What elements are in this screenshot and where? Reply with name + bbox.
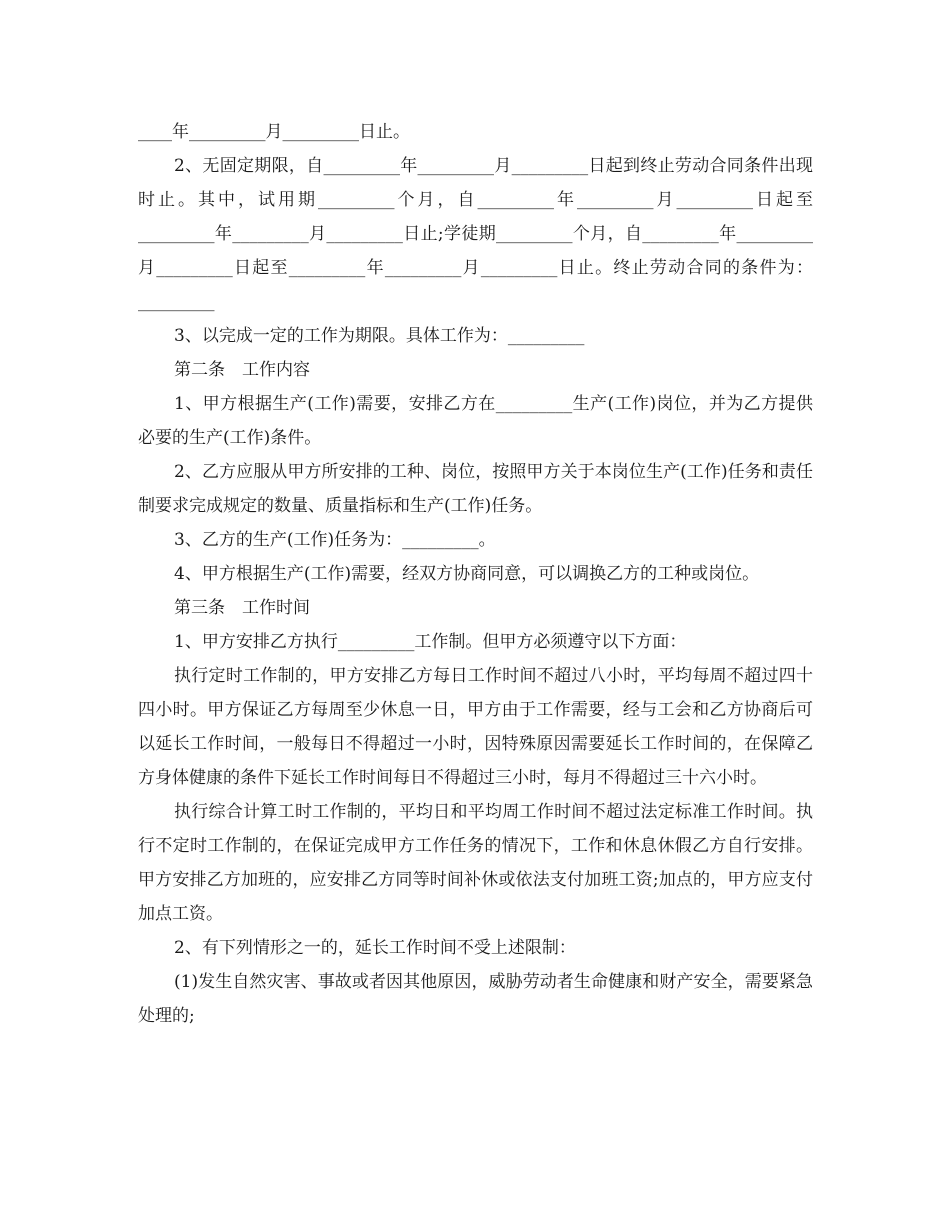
paragraph-standard-hours: 执行定时工作制的，甲方安排乙方每日工作时间不超过八小时，平均每周不超过四十四小时。甲方保证乙方每周至少休息一日，甲方由于工作需要，经与工会和乙方协商后可以延长工作时间，一般每日不得超过一小时，因特殊原因需要延长工作时间的，在保障乙方身体健康的条件下延长工作时间每日不得超过三小时，每月不得超过三十六小时。 bbox=[138, 666, 813, 788]
paragraph-work-hours-2: 2、有下列情形之一的，延长工作时间不受上述限制： bbox=[174, 938, 576, 958]
section-heading-work-content: 第二条 工作内容 bbox=[174, 360, 310, 380]
paragraph-work-hours-1: 1、甲方安排乙方执行_________工作制。但甲方必须遵守以下方面： bbox=[174, 632, 687, 652]
paragraph-indefinite-term: 2、无固定期限，自_________年_________月_________日起到终止劳动合同条件出现时止。其中，试用期_________个月，自_________年_________月_________日起至_________年_________月_________日止;学徒期_________个月，自_________年_________月_________日起至_________年_________月_________日止。终止劳动合同的条件为：_________ bbox=[138, 156, 813, 312]
paragraph-comprehensive-hours: 执行综合计算工时工作制的，平均日和平均周工作时间不超过法定标准工作时间。执行不定时工作制的，在保证完成甲方工作任务的情况下，工作和休息休假乙方自行安排。甲方安排乙方加班的，应安排乙方同等时间补休或依法支付加班工资;加点的，甲方应支付加点工资。 bbox=[138, 802, 813, 924]
paragraph-term-end-date: ____年_________月_________日止。 bbox=[138, 122, 410, 142]
paragraph-exception-1: (1)发生自然灾害、事故或者因其他原因，威胁劳动者生命健康和财产安全，需要紧急处理的; bbox=[138, 972, 813, 1026]
paragraph-work-content-4: 4、甲方根据生产(工作)需要，经双方协商同意，可以调换乙方的工种或岗位。 bbox=[174, 564, 760, 584]
paragraph-task-based-term: 3、以完成一定的工作为期限。具体工作为：_________ bbox=[174, 326, 585, 346]
document-body bbox=[138, 115, 813, 1033]
paragraph-work-content-1: 1、甲方根据生产(工作)需要，安排乙方在_________生产(工作)岗位，并为乙方提供必要的生产(工作)条件。 bbox=[138, 394, 813, 448]
section-heading-work-hours: 第三条 工作时间 bbox=[174, 598, 310, 618]
paragraph-work-content-2: 2、乙方应服从甲方所安排的工种、岗位，按照甲方关于本岗位生产(工作)任务和责任制要求完成规定的数量、质量指标和生产(工作)任务。 bbox=[138, 462, 813, 516]
paragraph-work-content-3: 3、乙方的生产(工作)任务为：_________。 bbox=[174, 530, 496, 550]
